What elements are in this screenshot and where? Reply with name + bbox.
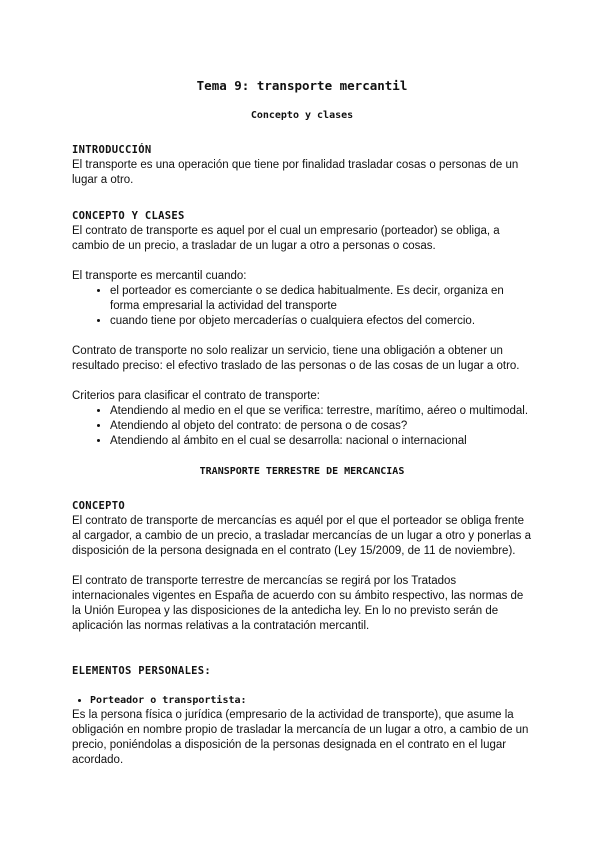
mercantil-list bbox=[72, 284, 532, 329]
document-subtitle: Concepto y clases bbox=[250, 110, 354, 121]
concepto-clases-p4: Criterios para clasificar el contrato de transporte: bbox=[72, 390, 320, 402]
elementos-heading: ELEMENTOS PERSONALES: bbox=[72, 665, 212, 677]
concepto-clases-p2: El transporte es mercantil cuando: bbox=[72, 270, 247, 282]
document-title: Tema 9: transporte mercantil bbox=[196, 78, 408, 93]
elementos-list bbox=[72, 693, 532, 708]
terrestre-p1: El contrato de transporte de mercancías es aquél por el que el porteador se obliga frente al cargador, a cambio de un precio, a trasladar mercancías de un lugar a otro y ponerlas a disposición de la persona designada en el contrato (Ley 15/2009, de 11 de noviembre). bbox=[72, 515, 531, 557]
criterios-list bbox=[72, 404, 532, 449]
list-item: • el porteador es comerciante o se dedica habitualmente. Es decir, organiza en forma empresarial la actividad del transporte bbox=[110, 284, 532, 314]
porteador-heading: • Porteador o transportista: bbox=[90, 693, 532, 708]
intro-heading: INTRODUCCIÓN bbox=[72, 144, 152, 156]
concepto-clases-p1: El contrato de transporte es aquel por el cual un empresario (porteador) se obliga, a cambio de un precio, a trasladar de un lugar a otro a personas o cosas. bbox=[72, 225, 500, 252]
document-page bbox=[72, 78, 532, 783]
terrestre-p2: El contrato de transporte terrestre de mercancías se regirá por los Tratados internacionales vigentes en España de acuerdo con su ámbito respectivo, las normas de la Unión Europea y las disposiciones de la antedicha ley. En lo no previsto serán de aplicación las normas relativas a la contratación mercantil. bbox=[72, 575, 524, 632]
list-item: • Atendiendo al ámbito en el cual se desarrolla: nacional o internacional bbox=[110, 434, 532, 449]
terrestre-section-title: TRANSPORTE TERRESTRE DE MERCANCIAS bbox=[199, 466, 405, 477]
list-item: • Atendiendo al medio en el que se verifica: terrestre, marítimo, aéreo o multimodal. bbox=[110, 404, 532, 419]
concepto-clases-p3: Contrato de transporte no solo realizar un servicio, tiene una obligación a obtener un resultado preciso: el efectivo traslado de las personas o de las cosas de un lugar a otro. bbox=[72, 345, 520, 372]
concepto-heading: CONCEPTO bbox=[72, 500, 125, 512]
intro-text: El transporte es una operación que tiene por finalidad trasladar cosas o personas de un lugar a otro. bbox=[72, 159, 519, 186]
list-item: • cuando tiene por objeto mercaderías o cualquiera efectos del comercio. bbox=[110, 314, 532, 329]
list-item: • Atendiendo al objeto del contrato: de persona o de cosas? bbox=[110, 419, 532, 434]
porteador-text: Es la persona física o jurídica (empresario de la actividad de transporte), que asume la obligación en nombre propio de trasladar la mercancía de un lugar a otro, a cambio de un precio, poniéndolas a disposición de la personas designada en el contrato en el lugar acordado. bbox=[72, 709, 529, 766]
concepto-clases-heading: CONCEPTO Y CLASES bbox=[72, 210, 185, 222]
